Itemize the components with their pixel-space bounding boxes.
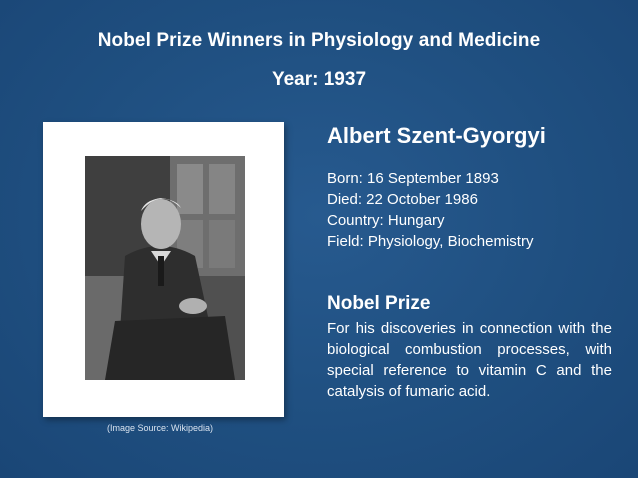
prize-heading: Nobel Prize <box>327 293 431 314</box>
died-text: Died: 22 October 1986 <box>327 191 478 208</box>
photo-frame <box>43 122 284 417</box>
field-text: Field: Physiology, Biochemistry <box>327 233 534 250</box>
laureate-facts <box>327 168 627 252</box>
image-source-caption: (Image Source: Wikipedia) <box>106 423 214 433</box>
slide-year: Year: 1937 <box>271 69 367 90</box>
slide-title: Nobel Prize Winners in Physiology and Medicine <box>97 30 541 51</box>
portrait-photo <box>85 156 245 380</box>
country-text: Country: Hungary <box>327 212 445 229</box>
born-text: Born: 16 September 1893 <box>327 170 499 187</box>
laureate-name: Albert Szent-Gyorgyi <box>327 123 546 148</box>
prize-citation: For his discoveries in connection with the biological combustion processes, with special reference to vitamin C and the catalysis of fumaric acid. <box>327 320 612 400</box>
